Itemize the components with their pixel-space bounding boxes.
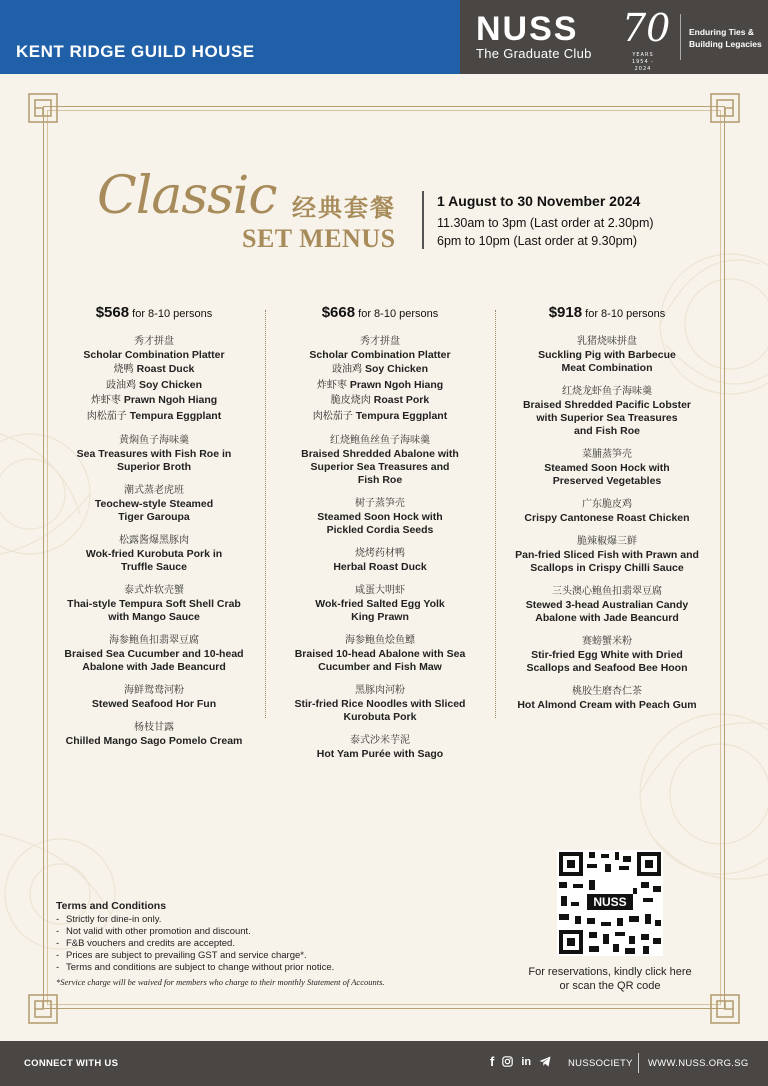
menu-item bbox=[56, 434, 252, 474]
dish-en: Suckling Pig with Barbecue bbox=[538, 349, 676, 361]
dish-cn: 红烧龙虾鱼子海味羹 bbox=[562, 386, 652, 397]
set-menu-668 bbox=[282, 304, 478, 771]
price-persons: for 8-10 persons bbox=[132, 308, 213, 320]
dish-cn: 潮式蒸老虎班 bbox=[124, 485, 184, 496]
menu-item bbox=[56, 684, 252, 711]
connect-with-us: CONNECT WITH US bbox=[24, 1058, 119, 1069]
nuss-logo: NUSS bbox=[476, 10, 579, 48]
column-divider bbox=[265, 310, 266, 718]
menu-price bbox=[509, 304, 705, 321]
nuss-subtitle: The Graduate Club bbox=[476, 46, 592, 61]
dish-cn: 豉油鸡 bbox=[331, 364, 362, 375]
anniversary-logo: 70 bbox=[622, 6, 671, 50]
dish-en: Prawn Ngoh Hiang bbox=[349, 378, 444, 391]
menu-item bbox=[509, 335, 705, 375]
telegram-icon[interactable] bbox=[539, 1056, 551, 1067]
dish-en: Soy Chicken bbox=[364, 363, 429, 375]
dish-en: Stewed 3-head Australian Candy bbox=[525, 599, 689, 611]
footer-divider bbox=[638, 1053, 639, 1073]
dish-en: Pan-fried Sliced Fish with Prawn and bbox=[515, 549, 699, 561]
platter-item bbox=[56, 393, 252, 409]
dish-cn: 海参鲍鱼扣翡翠豆腐 bbox=[109, 635, 199, 646]
menu-item bbox=[282, 684, 478, 724]
website-link[interactable]: WWW.NUSS.ORG.SG bbox=[648, 1058, 749, 1069]
dish-en: Braised Shredded Pacific Lobster bbox=[522, 399, 692, 411]
dish-en: Soy Chicken bbox=[138, 378, 203, 391]
menu-item bbox=[282, 584, 478, 624]
dish-en: with Superior Sea Treasures bbox=[536, 412, 678, 424]
dish-en: Stewed Seafood Hor Fun bbox=[91, 698, 217, 710]
dish-cn: 海参鲍鱼烩鱼鳔 bbox=[345, 635, 415, 646]
dish-en: Thai-style Tempura Soft Shell Crab bbox=[67, 598, 241, 610]
dish-cn: 烧烤药材鸭 bbox=[355, 548, 405, 559]
dinner-hours: 6pm to 10pm (Last order at 9.30pm) bbox=[437, 234, 638, 248]
dish-cn: 桃胶生磨杏仁茶 bbox=[572, 686, 642, 697]
dish-en: Stir-fried Egg White with Dried bbox=[531, 649, 683, 661]
corner-ornament-top-left bbox=[26, 91, 60, 125]
platter-item bbox=[282, 393, 478, 409]
dish-en: Braised 10-head Abalone with Sea bbox=[294, 648, 466, 660]
facebook-icon[interactable]: f bbox=[490, 1054, 495, 1069]
dish-en: Sea Treasures with Fish Roe in bbox=[76, 448, 232, 460]
menu-item bbox=[509, 498, 705, 525]
price-amount: $918 bbox=[548, 304, 583, 321]
menu-item bbox=[282, 634, 478, 674]
lunch-hours: 11.30am to 3pm (Last order at 2.30pm) bbox=[437, 216, 654, 230]
menu-item bbox=[56, 335, 252, 424]
reservation-caption[interactable] bbox=[505, 965, 715, 993]
terms-and-conditions bbox=[56, 900, 476, 987]
menu-item bbox=[282, 335, 478, 424]
anniversary-years-range: 1954 - 2024 bbox=[631, 59, 655, 72]
anniversary-years bbox=[626, 52, 660, 73]
dish-en: Superior Broth bbox=[116, 461, 192, 473]
menu-item bbox=[509, 385, 705, 438]
dish-cn: 咸蛋大明虾 bbox=[355, 585, 405, 596]
title-chinese: 经典套餐 bbox=[292, 193, 396, 222]
reservation-line-1[interactable]: For reservations, kindly click here bbox=[528, 966, 692, 978]
menu-item bbox=[509, 685, 705, 712]
header-venue-bar bbox=[0, 0, 460, 74]
dish-cn: 泰式炸软壳蟹 bbox=[124, 585, 184, 596]
terms-item: - Prices are subject to prevailing GST and service charge*. bbox=[56, 950, 476, 962]
dish-cn: 三头澳心鲍鱼扣翡翠豆腐 bbox=[552, 586, 662, 597]
menu-price bbox=[282, 304, 478, 321]
dish-cn: 秀才拼盘 bbox=[360, 336, 400, 347]
header-brand-bar bbox=[460, 0, 768, 74]
dish-en: Pickled Cordia Seeds bbox=[326, 524, 434, 536]
dish-cn: 菜脯蒸笋壳 bbox=[582, 449, 632, 460]
dish-en: Abalone with Jade Beancurd bbox=[535, 612, 679, 624]
dish-cn: 肉松茄子 bbox=[312, 410, 353, 422]
platter-item bbox=[282, 409, 478, 425]
menu-item bbox=[56, 534, 252, 574]
title-set-menus: SET MENUS bbox=[242, 224, 396, 253]
terms-item: - Not valid with other promotion and discount. bbox=[56, 926, 476, 938]
platter-item bbox=[56, 362, 252, 378]
terms-heading: Terms and Conditions bbox=[56, 900, 167, 912]
dish-en: Scholar Combination Platter bbox=[83, 349, 225, 361]
dish-en: and Fish Roe bbox=[574, 425, 640, 437]
reservation-qr-code[interactable] bbox=[557, 850, 663, 956]
dish-cn: 肉松茄子 bbox=[86, 410, 127, 422]
terms-item: - F&B vouchers and credits are accepted. bbox=[56, 938, 476, 950]
set-menu-568 bbox=[56, 304, 252, 758]
title-divider bbox=[422, 191, 424, 249]
dish-en: Braised Shredded Abalone with bbox=[301, 448, 459, 460]
price-persons: for 8-10 persons bbox=[585, 308, 666, 320]
dish-en: Truffle Sauce bbox=[121, 561, 187, 573]
menu-item bbox=[282, 734, 478, 761]
dish-cn: 脆皮烧肉 bbox=[330, 395, 371, 406]
price-persons: for 8-10 persons bbox=[358, 308, 439, 320]
dish-cn: 树子蒸笋壳 bbox=[355, 498, 405, 509]
menu-item bbox=[282, 547, 478, 574]
qr-logo-label: NUSS bbox=[593, 895, 627, 909]
platter-item bbox=[56, 409, 252, 425]
dish-en: Steamed Soon Hock with bbox=[544, 462, 670, 474]
dish-en: Preserved Vegetables bbox=[552, 475, 662, 487]
social-handle[interactable]: NUSSOCIETY bbox=[568, 1058, 633, 1069]
tagline-line-1: Enduring Ties & bbox=[689, 27, 755, 37]
dish-en: with Mango Sauce bbox=[108, 611, 200, 623]
terms-item: - Strictly for dine-in only. bbox=[56, 914, 476, 926]
dish-cn: 赛螃蟹米粉 bbox=[582, 636, 632, 647]
menu-item bbox=[282, 434, 478, 487]
dish-en: Wok-fried Salted Egg Yolk bbox=[315, 598, 445, 610]
terms-list bbox=[56, 914, 476, 974]
dish-en: Hot Yam Purée with Sago bbox=[316, 748, 444, 760]
dish-cn: 黄焖鱼子海味羹 bbox=[119, 435, 189, 446]
set-menu-918 bbox=[509, 304, 705, 722]
header bbox=[0, 0, 768, 74]
dish-en: Stir-fried Rice Noodles with Sliced bbox=[294, 698, 466, 710]
tagline-line-2: Building Legacies bbox=[689, 39, 762, 49]
promo-date-range: 1 August to 30 November 2024 bbox=[437, 193, 641, 209]
dish-en: Roast Duck bbox=[136, 363, 195, 375]
dish-en: Herbal Roast Duck bbox=[333, 561, 427, 573]
dish-en: Scallops and Seafood Bee Hoon bbox=[526, 662, 688, 674]
price-amount: $668 bbox=[321, 304, 356, 321]
dish-en: King Prawn bbox=[351, 611, 409, 623]
platter-item bbox=[56, 378, 252, 394]
menu-item bbox=[509, 448, 705, 488]
footer bbox=[0, 1041, 768, 1086]
menu-item bbox=[509, 585, 705, 625]
menu-item bbox=[56, 584, 252, 624]
column-divider bbox=[495, 310, 496, 718]
dish-cn: 烧鸭 bbox=[113, 364, 134, 375]
anniversary-years-label: YEARS bbox=[632, 52, 654, 58]
platter-item bbox=[282, 378, 478, 394]
menu-item bbox=[56, 484, 252, 524]
linkedin-icon[interactable]: in bbox=[521, 1055, 532, 1068]
dish-cn: 黑豚肉河粉 bbox=[355, 685, 405, 696]
corner-ornament-top-right bbox=[708, 91, 742, 125]
dish-cn: 秀才拼盘 bbox=[134, 336, 174, 347]
dish-en: Roast Pork bbox=[373, 394, 430, 406]
menu-price bbox=[56, 304, 252, 321]
dish-cn: 广东脆皮鸡 bbox=[582, 499, 632, 510]
dish-en: Scallops in Crispy Chilli Sauce bbox=[530, 562, 684, 574]
dish-cn: 泰式沙米芋泥 bbox=[350, 735, 410, 746]
dish-cn: 脆辣椒爆三鲜 bbox=[577, 536, 637, 547]
tagline bbox=[689, 26, 765, 50]
instagram-icon[interactable] bbox=[502, 1056, 513, 1067]
dish-en: Chilled Mango Sago Pomelo Cream bbox=[65, 735, 243, 747]
menu-item bbox=[56, 634, 252, 674]
dish-en: Tiger Garoupa bbox=[118, 511, 190, 523]
corner-ornament-bottom-right bbox=[708, 992, 742, 1026]
dish-en: Cucumber and Fish Maw bbox=[318, 661, 442, 673]
dish-cn: 豉油鸡 bbox=[105, 379, 136, 391]
venue-name: KENT RIDGE GUILD HOUSE bbox=[16, 42, 255, 61]
dish-en: Meat Combination bbox=[561, 362, 653, 374]
dish-cn: 红烧鲍鱼丝鱼子海味羹 bbox=[330, 435, 430, 446]
dish-en: Teochew-style Steamed bbox=[94, 498, 214, 510]
menu-item bbox=[509, 535, 705, 575]
dish-cn: 杨枝甘露 bbox=[134, 722, 174, 733]
reservation-line-2: or scan the QR code bbox=[559, 980, 661, 992]
dish-en: Hot Almond Cream with Peach Gum bbox=[517, 699, 697, 711]
dish-en: Superior Sea Treasures and bbox=[310, 461, 450, 473]
dish-en: Steamed Soon Hock with bbox=[317, 511, 443, 523]
dish-cn: 炸虾枣 bbox=[90, 395, 121, 406]
menu-item bbox=[282, 497, 478, 537]
dish-en: Braised Sea Cucumber and 10-head bbox=[64, 648, 244, 660]
price-amount: $568 bbox=[95, 304, 130, 321]
dish-en: Wok-fried Kurobuta Pork in bbox=[85, 548, 223, 560]
header-divider bbox=[680, 14, 681, 60]
corner-ornament-bottom-left bbox=[26, 992, 60, 1026]
dish-en: Prawn Ngoh Hiang bbox=[123, 394, 218, 406]
menu-item bbox=[509, 635, 705, 675]
dish-en: Tempura Eggplant bbox=[129, 409, 222, 422]
dish-en: Tempura Eggplant bbox=[355, 409, 448, 422]
dish-cn: 炸虾枣 bbox=[316, 379, 347, 391]
dish-cn: 松露酱爆黑豚肉 bbox=[119, 535, 189, 546]
dish-en: Kurobuta Pork bbox=[343, 711, 417, 723]
menu-item bbox=[56, 721, 252, 748]
dish-cn: 海鲜鸳鸯河粉 bbox=[124, 685, 184, 696]
title-script: Classic bbox=[97, 166, 277, 226]
dish-cn: 乳猪烧味拼盘 bbox=[577, 336, 637, 347]
dish-en: Crispy Cantonese Roast Chicken bbox=[524, 512, 690, 524]
dish-en: Abalone with Jade Beancurd bbox=[82, 661, 226, 673]
platter-item bbox=[282, 362, 478, 378]
service-charge-note: *Service charge will be waived for members who charge to their monthly Statement of Accounts. bbox=[56, 977, 385, 987]
terms-item: - Terms and conditions are subject to change without prior notice. bbox=[56, 962, 476, 974]
social-icons bbox=[490, 1054, 551, 1069]
dish-en: Fish Roe bbox=[357, 474, 403, 486]
dish-en: Scholar Combination Platter bbox=[309, 349, 451, 361]
